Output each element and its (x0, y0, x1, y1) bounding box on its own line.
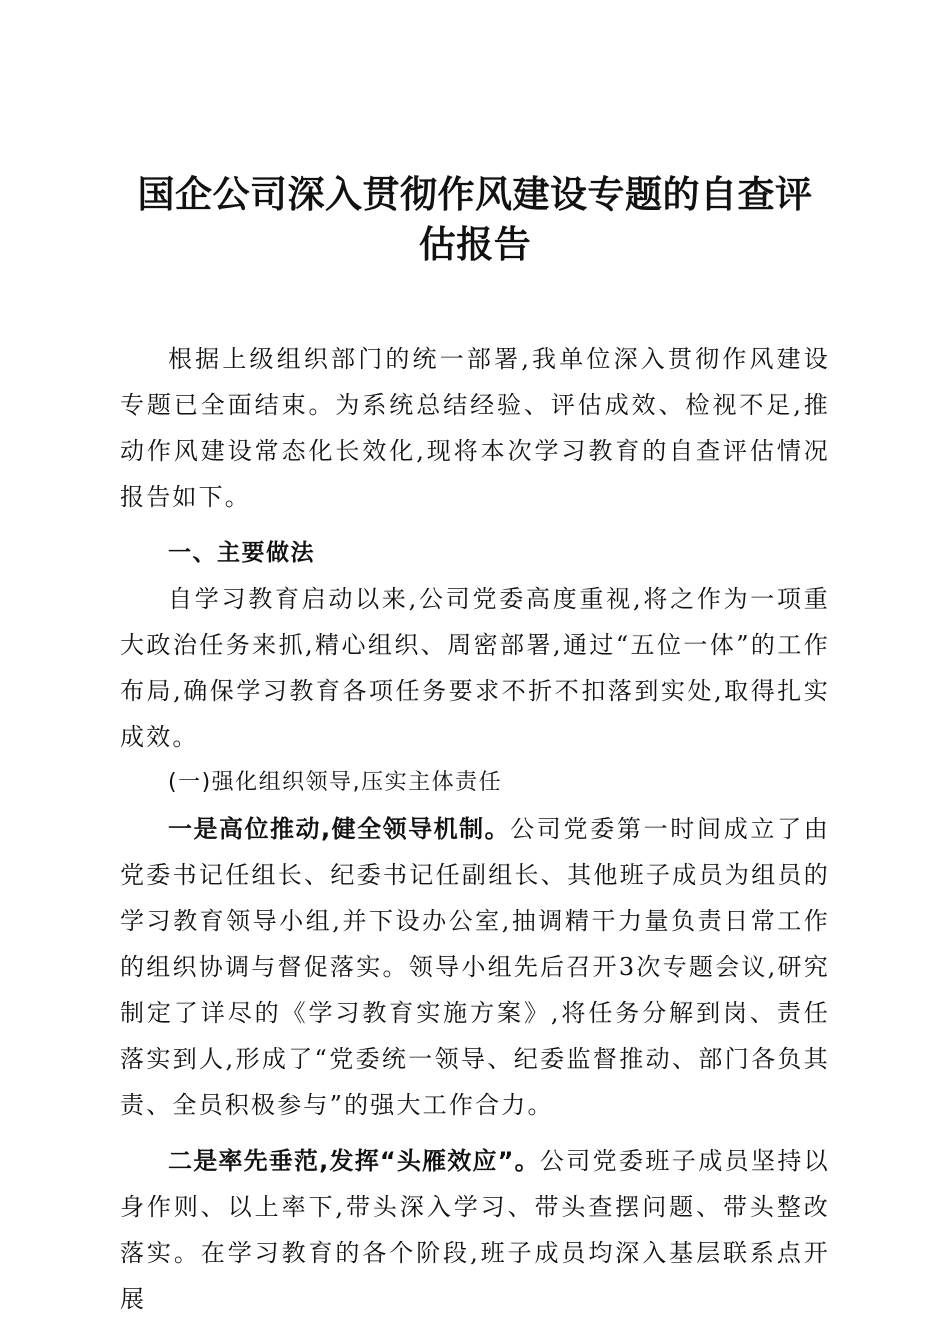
document-title: 国企公司深入贯彻作风建设专题的自查评估报告 (137, 173, 813, 266)
item-lead-2: 二是率先垂范,发挥“头雁效应”。 (168, 1147, 540, 1175)
item-body-1: 公司党委第一时间成立了由党委书记任组长、纪委书记任副组长、其他班子成员为组员的学习教育领导小组,并下设办公室,抽调精干力量负责日常工作的组织协调与督促落实。领导小组先后召开3次专题会议,研究制定了详尽的《学习教育实施方案》,将任务分解到岗、责任落实到人,形成了“党委统一领导、纪委监督推动、部门各负其责、全员积极参与”的强大工作合力。 (120, 815, 830, 1119)
document-page (120, 170, 830, 1322)
intro-paragraph: 根据上级组织部门的统一部署,我单位深入贯彻作风建设专题已全面结束。为系统总结经验、评估成效、检视不足,推动作风建设常态化长效化,现将本次学习教育的自查评估情况报告如下。 (120, 345, 830, 511)
item-paragraph-1 (120, 806, 830, 1128)
section-paragraph: 自学习教育启动以来,公司党委高度重视,将之作为一项重大政治任务来抓,精心组织、周密部署,通过“五位一体”的工作布局,确保学习教育各项任务要求不折不扣落到实处,取得扎实成效。 (120, 585, 830, 751)
item-paragraph-2 (120, 1138, 830, 1322)
item-lead-1: 一是高位推动,健全领导机制。 (168, 815, 511, 843)
subsection-heading-organization: (一)强化组织领导,压实主体责任 (168, 770, 503, 795)
item-body-2: 公司党委班子成员坚持以身作则、以上率下,带头深入学习、带头查摆问题、带头整改落实。在学习教育的各个阶段,班子成员均深入基层联系点开展 (120, 1147, 830, 1313)
section-heading-main-practices: 一、主要做法 (168, 540, 315, 566)
